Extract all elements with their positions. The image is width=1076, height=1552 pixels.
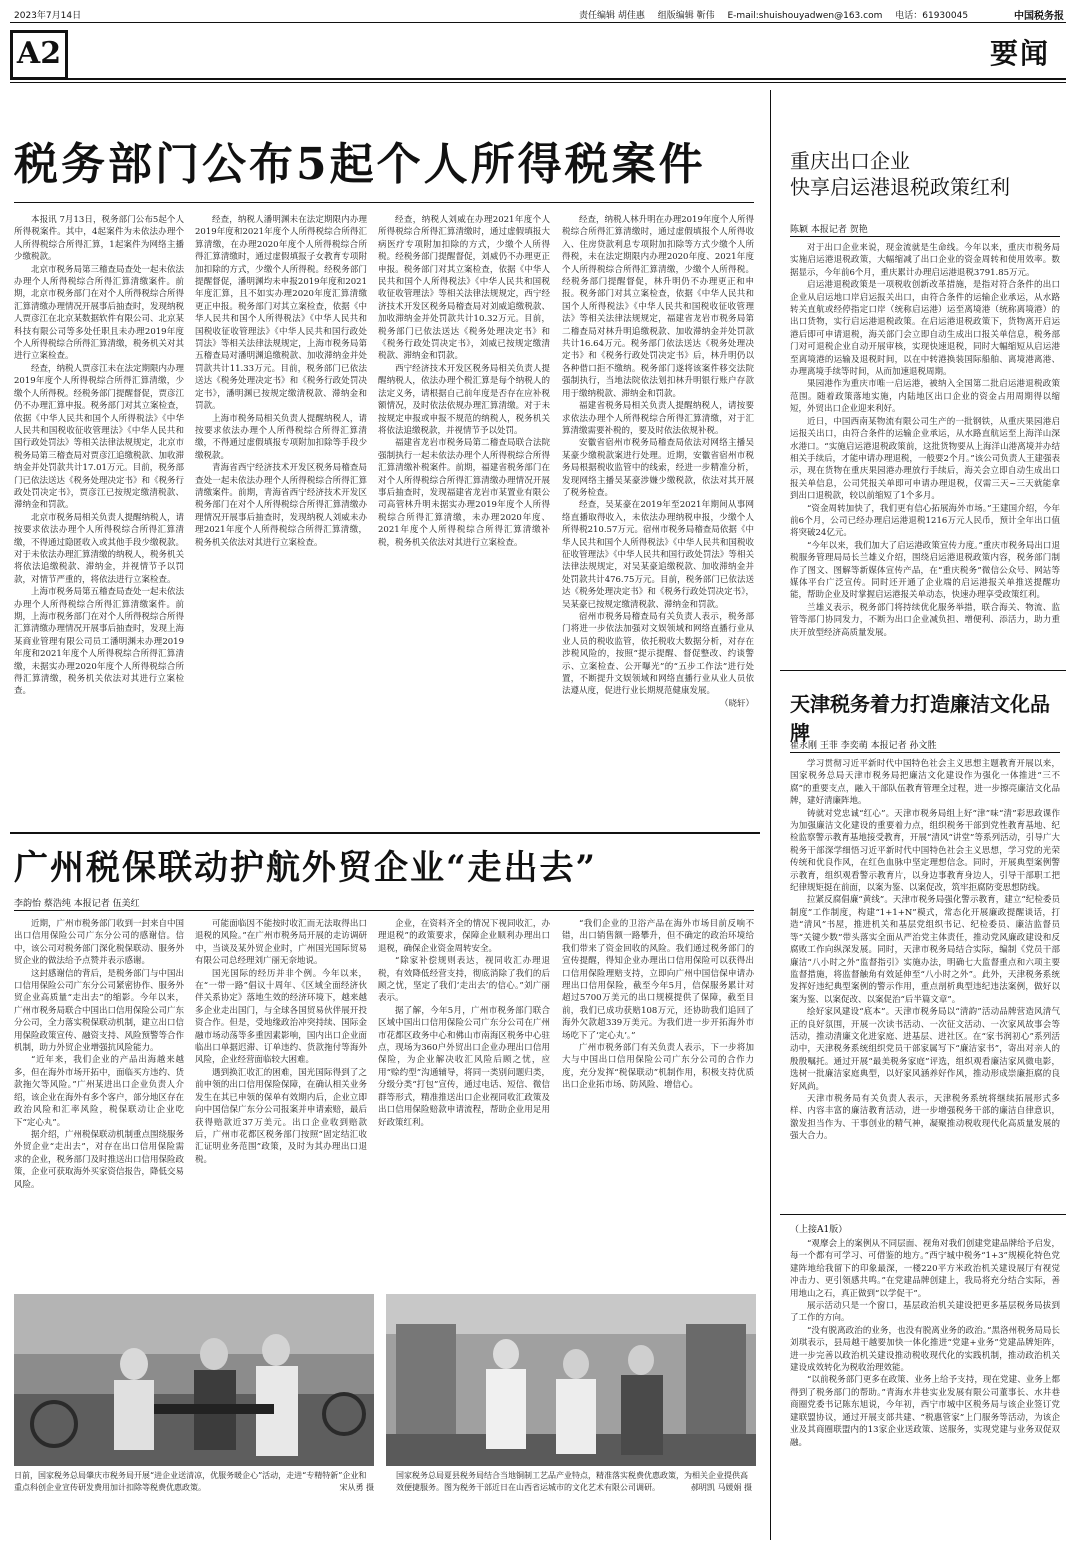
article2-paragraph: 国光国际的经历并非个例。今年以来，在“一带一路”倡议十周年、《区域全面经济伙伴关系协定》落地生效的经济环境下，越来越多企业走出国门，与全球各国贸易伙伴展开投资合作。但是，受地缘政治冲突持续、国际金融市场动荡等多重因素影响，国内出口企业面临出口单据迟滞、订单违约、货款拖付等海外风险，企业经营面临较大困难。: [195, 968, 367, 1066]
article1-paragraph: 经查，纳税人潘明渊未在法定期限内办理2019年度和2021年度个人所得税综合所得汇算清缴，在办理2020年度个人所得税综合所得汇算清缴时，通过虚假填报子女教育专项附加扣除的方式，少缴个人所得税。经税务部门提醒督促，潘明渊均未申报2019年度和2021年度汇算，且不如实办理2020年度汇算清缴更正申报。税务部门对其立案检查，依据《中华人民共和国个人所得税法》《中华人民共和国税收征收管理法》《中华人民共和国行政处罚法》等相关法律法规规定，上海市税务局第五稽查局对潘明渊追缴税款、加收滞纳金并处罚款共计11.33万元。目前，税务部门已依法送达《税务处理决定书》和《税务行政处罚决定书》，潘明渊已按规定缴清税款、滞纳金和罚款。: [195, 215, 367, 412]
article1-paragraph: 福建省税务局相关负责人提醒纳税人，请按要求依法办理个人所得税综合所得汇算清缴，对于汇算清缴需要补税的，要及时依法依规补税。: [562, 401, 754, 436]
article4-body: [790, 758, 1060, 1206]
masthead-rule: [10, 78, 1066, 80]
article-divider: [10, 832, 760, 834]
article1-signature: （晓轩）: [719, 698, 754, 709]
article4-paragraph: 天津市税务局有关负责人表示，天津税务系统将继续拓展形式多样、内容丰富的廉洁教育活动，进一步增强税务干部的廉洁自律意识，激发担当作为、干事创业的精气神，凝聚推动税收现代化高质量发展的强大合力。: [790, 1093, 1060, 1142]
article2-paragraph: “除家补偿规则表达，视同收汇办理退税，有效降低经营支持，彻底消除了我们的后顾之忧，坚定了我们‘走出去’的信心。”刘广丽表示。: [378, 956, 550, 1004]
page-number: A2: [10, 30, 68, 80]
article1-paragraph: 上海市税务局第五稽查局查处一起未依法办理个人所得税综合所得汇算清缴案件。前期，上海市税务部门在对个人所得税综合所得汇算清缴办理情况开展事后抽查时，发现上海某商业管理有限公司员工潘明渊未办理2019年度和2021年度个人所得税综合所得汇算清缴，未据实办理2020年度个人所得税综合所得汇算清缴，税务机关依法对其进行立案检查。: [14, 587, 184, 697]
photo-illustration: [14, 1294, 374, 1466]
article2-byline: 李韵怡 蔡浩纯 本报记者 伍美红: [14, 899, 140, 909]
article4-paragraph: 绘好家风建设“底本”。天津市税务局以“清韵”活动品牌营造风清气正的良好氛围，开展一次读书活动、一次征文活动、一次家风故事会等活动，推动清廉文化进家庭、进基层、进社区。在“家书润初心”系列活动中，天津税务系统组织党员干部家属写下“廉洁家书”，寄出对亲人的殷殷嘱托。通过开展“最美税务家庭”评选，组织观看廉洁家风微电影，选树一批廉洁家庭典型，以好家风涵养好作风，推动形成崇廉拒腐的良好风尚。: [790, 1007, 1060, 1092]
section-title: 要闻: [990, 37, 1051, 70]
article2-paragraph: 企业，在资料齐全的情况下视同收汇，办理退税”的政策要求，保障企业顺利办理出口退税，确保企业资金周转安全。: [378, 919, 550, 954]
photo1-caption: [14, 1470, 374, 1494]
column-divider: [770, 90, 771, 1540]
article2-paragraph: 据了解，今年5月，广州市税务部门联合区域中国出口信用保险公司广东分公司在广州市花都区政务中心和佛山市南海区税务中心驻点，现场为360户外贸出口企业办理出口信用保险，为企业解决收汇风险后顾之忧，应用“赊约型”沟通辅导，将同一类别问题归类，分级分类“打包”宣传，通过电话、短信、微信群等形式，精准推送出口企业视同收汇政策及出口信用保险赔款申请流程，帮助企业用足用好政策红利。: [378, 1005, 550, 1128]
article4-headline: 天津税务着力打造廉洁文化品牌: [790, 692, 1050, 745]
article2-column-4: [562, 918, 754, 1278]
article3-headline: [790, 148, 1060, 200]
publication-date: 2023年7月14日: [14, 11, 82, 21]
article3-paragraph: 兰雄义表示，税务部门将持续优化服务举措，联合海关、物流、监管等部门协同发力，不断为出口企业减负担、增便利、添活力，助力重庆开放型经济高质量发展。: [790, 602, 1060, 638]
article2-paragraph: 遇到换汇收汇的困难，国光国际得到了之前申领的出口信用保险保障，在确认相关业务发生在其已申领的保单有效期内后，企业立即向中国信保广东分公司报案并申请索赔，最后获得赔款近37万美元。出口企业收到赔款后，广州市花都区税务部门按照“固定结汇收汇证明业务范围”政策，及时为其办理出口退税。: [195, 1067, 367, 1165]
article2-paragraph: 可能面临因不能按时收汇而无法取得出口退税的风险。”在广州市税务局开展的走访调研中，当谈及某外贸企业时，广州国光国际贸易有限公司总经理刘广丽无奈地说。: [195, 919, 367, 967]
header-rule: [10, 22, 1066, 23]
article5-body: [790, 1238, 1060, 1538]
article3-rule: [790, 236, 1060, 237]
article1-paragraph: 福建省龙岩市税务局第二稽查局联合法院强制执行一起未依法办理个人所得税综合所得汇算清缴补税案件。前期，福建省税务部门在对个人所得税综合所得汇算清缴办理情况开展事后抽查时，发现福建省龙岩市某置业有限公司高管林升明未据实办理2019年度个人所得税综合所得汇算清缴，未办理2020年度、2021年度个人所得税综合所得汇算清缴补税，税务机关依法对其进行立案检查。: [378, 438, 550, 548]
email-label: E-mail:shuishouyadwen@163.com: [727, 11, 883, 21]
article1-column-4: [562, 214, 754, 826]
article-divider-right: [780, 670, 1066, 671]
article5-paragraph: 展示活动只是一个窗口，基层政治机关建设把更多基层税务局拔到了工作的方向。: [790, 1301, 1060, 1324]
photo2-caption-text: 国家税务总局夏县税务局结合当地铜制工艺品产业特点，精准落实税费优惠政策，为相关企业提供高效便捷服务。图为税务干部近日在山西省运城市的文化艺术有限公司调研。: [396, 1471, 748, 1492]
masthead-rule-thin: [10, 82, 1066, 83]
article3-headline-line1: 重庆出口企业: [790, 149, 910, 173]
article4-byline: 崔永刚 王菲 李奕萌 本报记者 孙文胜: [790, 741, 937, 751]
header-meta: [579, 8, 978, 21]
article3-byline: 陈颖 本报记者 贺艳: [790, 225, 868, 235]
article1-paragraph: 西宁经济技术开发区税务局相关负责人提醒纳税人，依法办理个税汇算是每个纳税人的法定义务，请根据自己前年度是否存在应补税额情况，及时依法依规办理汇算清缴。对于未按规定申报或申报不规范的纳税人，税务机关将依法追缴税款，并视情节予以处罚。: [378, 363, 550, 436]
article1-paragraph: 经查，纳税人贾彦江未在法定期限内办理2019年度个人所得税综合所得汇算清缴，少缴个人所得税。经税务部门提醒督促，贾彦江仍不办理汇算申报。税务部门对其立案检查，依据《中华人民共和国个人所得税法》《中华人民共和国税收征收管理法》《中华人民共和国行政处罚法》等相关法律法规规定，北京市税务局第三稽查局对贾彦江追缴税款、加收滞纳金并处罚款共计17.01万元。目前，税务部门已依法送达《税务处理决定书》和《税务行政处罚决定书》，贾彦江已按规定缴清税款、滞纳金和罚款。: [14, 363, 184, 511]
article1-column-2: [195, 214, 367, 826]
article1-paragraph: 经查，纳税人林升明在办理2019年度个人所得税综合所得汇算清缴时，通过虚假填报个人所得收入、住房贷款利息专项附加扣除等方式少缴个人所得税，未在法定期限内办理2020年度、2021年度个人所得税综合所得汇算清缴，少缴个人所得税。经税务部门提醒督促，林升明仍不办理更正和申报。税务部门对其立案检查，依据《中华人民共和国个人所得税法》《中华人民共和国税收征收管理法》等相关法律法规规定，福建省龙岩市税务局第二稽查局对林升明追缴税款、加收滞纳金并处罚款共计16.64万元。税务部门依法送达《税务处理决定书》和《税务行政处罚决定书》后，林升明仍以各种借口拒不缴纳。税务部门遂将该案件移交法院强制执行，当地法院依法划扣林升明银行账户存款用于缴纳税款、滞纳金和罚款。: [562, 215, 754, 399]
photo-craft-company: [386, 1294, 756, 1466]
phone-label: 电话：61930045: [895, 11, 969, 21]
photo1-author: 宋从勇 摄: [339, 1483, 374, 1492]
photo2-author: 郝明凯 马媛娟 摄: [690, 1483, 752, 1492]
photo1-caption-text: 日前，国家税务总局肇庆市税务局开展“进企业送清凉，优服务暖企心”活动，走进“专精特新”企业和重点科创企业宣传研发费用加计扣除等税费优惠政策。: [14, 1471, 367, 1492]
article5-paragraph: “观摩会上的案例从不同层面、视角对我们创建党建品牌给予启发，每一个都有可学习、可借鉴的地方。”西宁城中税务“1+3”规模化特色党建阵地给我留下的印象最深，一楼220平方米政治机关建设展厅有视觉冲击力、更引领感共鸣。”在党建品牌创建上，我局将充分结合实际，善用地山之石，真正做到“以学促干”。: [790, 1239, 1060, 1299]
article5-paragraph: “没有脱离政治的业务，也没有脱离业务的政治。”黑洛州税务局局长刘琪表示，县局越干越要加快一体化推进“党建+业务”党建品牌矩阵，进一步完善以政治机关建设推动税收现代化的实践机制，推动政治机关建设成效转化为税收治理效能。: [790, 1325, 1060, 1374]
article3-paragraph: 对于出口企业来说，现金流就是生命线。今年以来，重庆市税务局实施启运港退税政策，大幅缩减了出口企业的资金周转和使用效率。数据显示，今年前6个月，重庆累计办理启运港退税3791.85万元。: [790, 243, 1060, 278]
article3-paragraph: “今年以来，我们加大了启运港政策宣传力度。”重庆市税务局出口退税服务管理局局长兰雄义介绍，围绕启运港退税政策内容，税务部门制作了图文、图解等新媒体宣传产品，在“重庆税务”微信公众号、网站等媒体平台广泛宣传。同时还开通了企业端的启运港报关单推送提醒功能，帮助企业及时掌握启运港报关单动态，快速办理享受政策红利。: [790, 540, 1060, 601]
article2-paragraph: 据介绍，广州税保联动机制重点围绕服务外贸企业“走出去”，对存在出口信用保险需求的企业，税务部门及时推送出口信用保险政策，企业可获取海外买家资信报告，降低交易风险。: [14, 1129, 184, 1190]
article1-paragraph: 安徽省宿州市税务局稽查局依法对网络主播吴某豪少缴税款案进行处理。近期，安徽省宿州市税务局根据税收监管中的线索，经进一步精准分析，发现网络主播吴某豪涉嫌少缴税款，依法对其开展了税务检查。: [562, 438, 754, 498]
article1-headline: 税务部门公布5起个人所得税案件: [14, 139, 706, 190]
article3-headline-line2: 快享启运港退税政策红利: [790, 175, 1010, 199]
article4-paragraph: 铸就对党忠诚“红心”。天津市税务局组上好“津”味“清”彩思政课作为加强廉洁文化建设的重要着力点，组织税务干部到党性教育基地、纪检监察警示教育基地接受教育，开展“清风“讲堂”等系列活动，引导广大税务干部深学细悟习近平新时代中国特色社会主义思想，学习党的光荣传统和优良作风，在红色血脉中坚定理想信念。同时，开展典型案例警示教育，组织观看警示教育片，以身边事教育身边人，引导干部职工把纪律规矩挺在前面，以案为鉴、以案促改，筑牢拒腐防变思想防线。: [790, 808, 1060, 894]
article2-column-2: [195, 918, 367, 1278]
editor-label: 责任编辑 胡佳惠: [579, 11, 645, 21]
article3-body: [790, 242, 1060, 662]
continued-from-label: （上接A1版）: [790, 1225, 848, 1235]
article1-column-1: [14, 214, 184, 826]
article3-paragraph: “资金周转加快了，我们更有信心拓展海外市场。”王建国介绍，今年前6个月，公司已经办理启运港退税1216万元人民币，预计全年出口值将突破24亿元。: [790, 503, 1060, 539]
article1-paragraph: 宿州市税务局稽查局有关负责人表示，税务部门将进一步依法加强对文娱领域和网络直播行业从业人员的税收监管，依托税收大数据分析，对存在涉税风险的，按照“提示提醒、督促整改、约谈警示、立案检查、公开曝光”的“五步工作法”进行处置，不断提升文娱领域和网络直播行业从业人员依法遵从度，促进行业长期规范健康发展。: [562, 612, 754, 697]
article1-paragraph: 经查，纳税人刘威在办理2021年度个人所得税综合所得汇算清缴时，通过虚假填报大病医疗专项附加扣除的方式，少缴个人所得税。经税务部门提醒督促，刘威仍不办理更正申报。税务部门对其立案检查，依据《中华人民共和国个人所得税法》《中华人民共和国税收征收管理法》等相关法律法规规定，西宁经济技术开发区税务局稽查局对刘威追缴税款、加收滞纳金并处罚款共计10.32万元。目前，税务部门已依法送达《税务处理决定书》和《税务行政处罚决定书》，刘威已按规定缴清税款、滞纳金和罚款。: [378, 215, 550, 362]
photo-illustration: [386, 1294, 756, 1466]
article1-paragraph: 本报讯 7月13日，税务部门公布5起个人所得税案件。其中，4起案件为未依法办理个人所得税综合所得汇算，1起案件为网络主播少缴税款。: [14, 215, 184, 263]
article2-paragraph: 广州市税务部门有关负责人表示，下一步将加大与中国出口信用保险公司广东分公司的合作力度，充分发挥“税保联动”机制作用，积极支持优质出口企业拓市场、防风险、增信心。: [562, 1043, 754, 1091]
article3-paragraph: 启运港退税政策是一项税收创新改革措施，是指对符合条件的出口企业从启运地口岸启运报关出口，由符合条件的运输企业承运，从水路转关直航或经停指定口岸（统称启运港）运至离境港（统称离境港）的出口货物，实行启运港退税政策。在启运港退税政策下，货物离开启运港后即可申请退税，海关部门会立即自动生成出口报关单信息，税务部门对可退税企业自动开展审核，实现快速退税，同时大幅缩短从启运港至离境港的运输及退税时间，以在中转港换装国际船舶、离境港离港、办理离境手续等时间，从而加速退税周期。: [790, 280, 1060, 378]
article2-paragraph: “近年来，我们企业的产品出海越来越多，但在海外市场开拓中，面临买方违约、货款拖欠等风险。”广州某进出口企业负责人介绍，该企业在海外有多个客户，部分地区存在政治风险和汇率风险，税保联动让企业吃下“定心丸”。: [14, 1055, 184, 1128]
newspaper-name: 中国税务报: [1014, 11, 1064, 22]
article1-paragraph: 上海市税务局相关负责人提醒纳税人，请按要求依法办理个人所得税综合所得汇算清缴，不得通过虚假填报专项附加扣除等手段少缴税款。: [195, 413, 367, 461]
article4-paragraph: 拉紧反腐倡廉“黄线”。天津市税务局强化警示教育，建立“纪检委员制度”工作制度，构建“1+1+N”模式，常态化开展廉政提醒谈话，打造“清风”书屋，推进机关和基层党组织书记、纪检委员、廉洁监督员等“关键少数”带头落实全面从严治党主体责任，推动党风廉政建设和反腐败工作向纵深发展。同时，天津市税务局结合实际，编制《党员干部廉洁“八小时之外”监督指引》实施办法，明确七大监督重点和六项主要监督措施，将监督触角有效延伸至“八小时之外”。此外，天津税务系统发挥好违纪典型案例的警示作用，重点剖析典型违纪违法案例，做好以案为鉴、以案促改、以案促治“后半篇文章”。: [790, 895, 1060, 1005]
article1-column-3: [378, 214, 550, 826]
article1-paragraph: 青海省西宁经济技术开发区税务局稽查局查处一起未依法办理个人所得税综合所得汇算清缴案件。前期，青海省西宁经济技术开发区税务部门在对个人所得税综合所得汇算清缴办理情况开展事后抽查时，发现纳税人刘威未办理2021年度个人所得税综合所得汇算清缴，税务机关依法对其进行立案检查。: [195, 463, 367, 548]
article1-paragraph: 北京市税务局相关负责人提醒纳税人，请按要求依法办理个人所得税综合所得汇算清缴，不得通过隐匿收入或其他手段少缴税款。对于未依法办理汇算清缴的纳税人，税务机关将依法追缴税款、滞纳金，并视情节予以罚款，对情节严重的，将依法进行立案检查。: [14, 512, 184, 585]
article2-paragraph: “我们企业的卫浴产品在海外市场目前反响不错，出口销售额一路攀升，但不确定的政治环境给我们带来了资金回收的风险。我们通过税务部门的宣传提醒，得知企业办理出口信用保险可以获得出口信用保险理赔支持，立即向广州中国信保申请办理出口信用保险，截至今年5月，信保服务累计对超过5700万美元的出口规模提供了保障，截至目前，我们已成功获赔108万元，还协助我们追回了海外欠款超339万美元。为我们进一步开拓海外市场吃下了‘定心丸’。”: [562, 919, 754, 1041]
article1-rule: [14, 202, 754, 203]
article-divider-right-2: [780, 1214, 1066, 1215]
article4-paragraph: 学习贯彻习近平新时代中国特色社会主义思想主题教育开展以来，国家税务总局天津市税务局把廉洁文化建设作为强化一体推进“三不腐”的重要支点，融入干部队伍教育管理全过程，进一步擦亮廉洁文化品牌，建好清廉阵地。: [790, 759, 1060, 807]
article2-paragraph: 近期，广州市税务部门收到一封来自中国出口信用保险公司广东分公司的感谢信。信中，该公司对税务部门深化税保联动、服务外贸企业的做法给予点赞并表示感谢。: [14, 919, 184, 967]
article1-paragraph: 北京市税务局第三稽查局查处一起未依法办理个人所得税综合所得汇算清缴案件。前期，北京市税务部门在对个人所得税综合所得汇算清缴办理情况开展事后抽查时，发现纳税人贾彦江在北京某数据软件有限公司、北京某科技有限公司等多处任职且未办理2019年度个人所得税综合所得汇算清缴，税务机关对其进行立案检查。: [14, 264, 184, 362]
article2-column-1: [14, 918, 184, 1278]
article2-headline: 广州税保联动护航外贸企业“走出去”: [14, 848, 598, 888]
layout-editor-label: 组版编辑 靳伟: [657, 11, 715, 21]
article4-rule: [790, 752, 1060, 753]
article2-paragraph: 这封感谢信的背后，是税务部门与中国出口信用保险公司广东分公司紧密协作、服务外贸企业高质量“走出去”的缩影。今年以来，广州市税务局联合中国出口信用保险公司广东分公司，全力落实税保联动机制，建立出口信用保险政策宣传、融资支持、风险预警等合作机制，助力外贸企业增强抗风险能力。: [14, 968, 184, 1054]
article2-rule: [14, 910, 754, 911]
page-header: [14, 6, 1064, 22]
photo-tax-officers-factory: [14, 1294, 374, 1466]
article3-paragraph: 近日，中国西南某物流有限公司生产的一批钢铁，从重庆果园港启运报关出口，由符合条件的运输企业承运，从水路直航运至上海洋山深水港口。“实施启运港退税政策前，这批货物要从上海洋山港离境并办结相关手续后，才能申请办理退税，一般要2个月。”该公司负责人王建强表示，现在货物在重庆果园港办理放行手续后，海关会立即自动生成出口报关单信息，公司凭报关单即可申请办理退税，仅需三天~三天就能拿到出口退税款，较以前缩短了1个多月。: [790, 416, 1060, 502]
article1-paragraph: 经查，吴某豪在2019年至2021年期间从事网络直播取得收入，未依法办理纳税申报，少缴个人所得税210.57万元。宿州市税务局稽查局依据《中华人民共和国个人所得税法》《中华人民共和国税收征收管理法》《中华人民共和国行政处罚法》等相关法律法规规定，对吴某豪追缴税款、加收滞纳金并处罚款共计476.75万元。目前，税务部门已依法送达《税务处理决定书》和《税务行政处罚决定书》，吴某豪已按规定缴清税款、滞纳金和罚款。: [562, 500, 754, 610]
article2-column-3: [378, 918, 550, 1278]
article5-paragraph: “以前税务部门更多在政策、业务上给予支持，现在党建、业务上都得到了税务部门的帮助。”青海水井巷实业发展有限公司董事长、水井巷商圈党委书记陈东旭说，今年初，西宁市城中区税务局与该企业签订党建联盟协议，通过开展支部共建、“税惠管家”上门服务等活动，为该企业及其商圈联盟内的13家企业送政策、送服务，实现党建与业务双促双融。: [790, 1375, 1060, 1448]
photo2-caption: [396, 1470, 752, 1494]
article3-paragraph: 果园港作为重庆市唯一启运港，被纳入全国第二批启运港退税政策范围。随着政策落地实施，内陆地区出口企业的资金占用周期得以缩短，外贸出口企业迎来利好。: [790, 379, 1060, 415]
